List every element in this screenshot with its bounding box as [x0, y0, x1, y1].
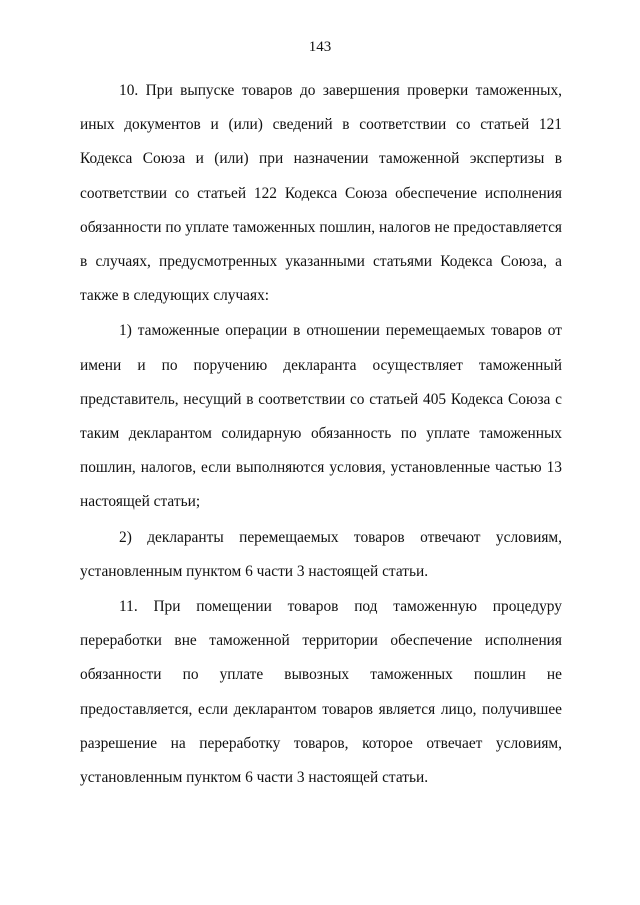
paragraph-10: 10. При выпуске товаров до завершения проверки таможенных, иных документов и (или) сведений в соответствии со статьей 121 Кодекса Союза и (или) при назначении таможенной экспертизы в соответствии со статьей 122 Кодекса Союза обеспечение исполнения обязанности по уплате таможенных пошлин, налогов не предоставляется в случаях, предусмотренных указанными статьями Кодекса Союза, а также в следующих случаях: — [80, 82, 562, 305]
paragraph-10-item-1: 1) таможенные операции в отношении перемещаемых товаров от имени и по поручению декларанта осуществляет таможенный представитель, несущий в соответствии со статьей 405 Кодекса Союза с таким декларантом солидарную обязанность по уплате таможенных пошлин, налогов, если выполняются условия, установленные частью 13 настоящей статьи; — [80, 322, 562, 511]
paragraph-11: 11. При помещении товаров под таможенную процедуру переработки вне таможенной территории обеспечение исполнения обязанности по уплате вывозных таможенных пошлин не предоставляется, если декларантом товаров является лицо, получившее разрешение на переработку товаров, которое отвечает условиям, установленным пунктом 6 части 3 настоящей статьи. — [80, 598, 562, 787]
paragraph-10-item-2: 2) декларанты перемещаемых товаров отвечают условиям, установленным пунктом 6 части 3 настоящей статьи. — [80, 528, 562, 580]
document-body — [80, 74, 562, 795]
page-number: 143 — [308, 39, 332, 55]
